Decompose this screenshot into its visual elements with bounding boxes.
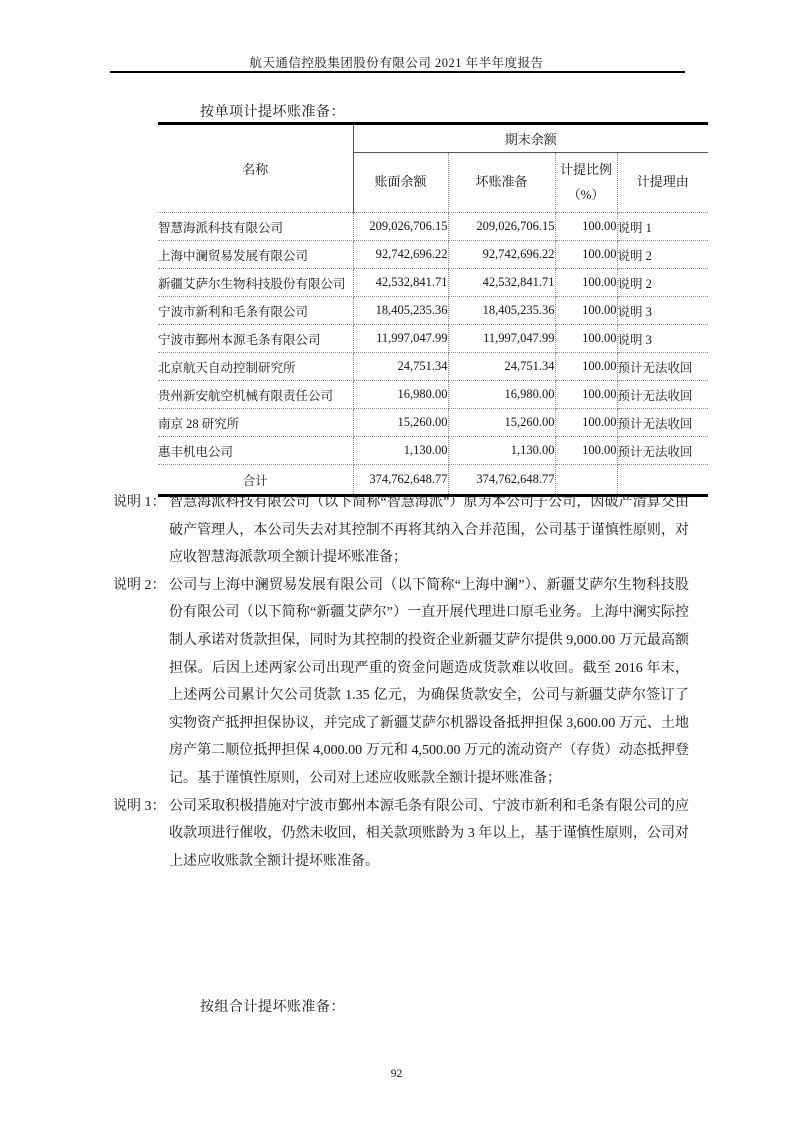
table-row: 宁波市新利和毛条有限公司 18,405,235.36 18,405,235.36 100.00 说明 3 bbox=[158, 297, 708, 325]
table-caption-single-item: 按单项计提坏账准备： bbox=[200, 105, 345, 120]
col-header-provision-ratio: 计提比例 （%） bbox=[555, 153, 617, 213]
col-header-bad-debt-provision: 坏账准备 bbox=[448, 153, 555, 213]
table-row: 南京 28 研究所 15,260.00 15,260.00 100.00 预计无法收回 bbox=[158, 409, 708, 437]
note-3-label: 说明 3： bbox=[113, 798, 166, 814]
note-1-label: 说明 1： bbox=[113, 495, 166, 510]
table-row: 宁波市鄞州本源毛条有限公司 11,997,047.99 11,997,047.99 100.00 说明 3 bbox=[158, 325, 708, 353]
table-caption-portfolio: 按组合计提坏账准备： bbox=[200, 1000, 345, 1015]
col-header-book-balance: 账面余额 bbox=[353, 153, 448, 213]
bad-debt-provision-table bbox=[158, 122, 708, 497]
note-1-text: 智慧海派科技有限公司（以下简称“智慧海派”）原为本公司子公司，因破产清算交由破产管理人，本公司失去对其控制不再将其纳入合并范围，公司基于谨慎性原则，对应收智慧海派款项全额计提坏账准备； bbox=[169, 495, 689, 566]
page-title: 航天通信控股集团股份有限公司 2021 年半年度报告 bbox=[249, 56, 544, 70]
table-row: 贵州新安航空机械有限责任公司 16,980.00 16,980.00 100.00 预计无法收回 bbox=[158, 381, 708, 409]
note-2-label: 说明 2： bbox=[113, 577, 166, 593]
note-2 bbox=[113, 572, 689, 793]
table-row: 新疆艾萨尔生物科技股份有限公司 42,532,841.71 42,532,841.71 100.00 说明 2 bbox=[158, 269, 708, 297]
note-3 bbox=[113, 793, 689, 876]
table-row: 北京航天自动控制研究所 24,751.34 24,751.34 100.00 预计无法收回 bbox=[158, 353, 708, 381]
table-total-row: 合计 374,762,648.77 374,762,648.77 bbox=[158, 465, 708, 496]
note-2-text: 公司与上海中澜贸易发展有限公司（以下简称“上海中澜”）、新疆艾萨尔生物科技股份有限公司（以下简称“新疆艾萨尔”）一直开展代理进口原毛业务。上海中澜实际控制人承诺对货款担保，同时为其控制的投资企业新疆艾萨尔提供 9,000.00 万元最高额担保。后因上述两家公司出现严重的资金问题造成货款难以收回。截至 2016 年末，上述两公司累计欠公司货款 1.35 亿元，为确保货款安全，公司与新疆艾萨尔签订了实物资产抵押担保协议，并完成了新疆艾萨尔机器设备抵押担保 3,600.00 万元、土地房产第二顺位抵押担保 4,000.00 万元和 4,500.00 万元的流动资产（存货）动态抵押登记。基于谨慎性原则，公司对上述应收账款全额计提坏账准备； bbox=[169, 577, 689, 786]
col-header-provision-reason: 计提理由 bbox=[617, 153, 708, 213]
table-row: 智慧海派科技有限公司 209,026,706.15 209,026,706.15 100.00 说明 1 bbox=[158, 213, 708, 241]
header-divider bbox=[110, 71, 685, 73]
page-number: 92 bbox=[390, 1068, 403, 1080]
col-header-period-end-balance: 期末余额 bbox=[353, 124, 708, 153]
note-3-text: 公司采取积极措施对宁波市鄞州本源毛条有限公司、宁波市新利和毛条有限公司的应收款项进行催收，仍然未收回，相关款项账龄为 3 年以上，基于谨慎性原则，公司对上述应收账款全额计提坏账准备。 bbox=[169, 798, 689, 869]
col-header-name: 名称 bbox=[158, 124, 353, 213]
note-1 bbox=[113, 489, 689, 572]
table-header-row-group bbox=[158, 124, 708, 153]
table-row: 上海中澜贸易发展有限公司 92,742,696.22 92,742,696.22 100.00 说明 2 bbox=[158, 241, 708, 269]
notes-section bbox=[113, 489, 689, 875]
table-row: 惠丰机电公司 1,130.00 1,130.00 100.00 预计无法收回 bbox=[158, 437, 708, 465]
